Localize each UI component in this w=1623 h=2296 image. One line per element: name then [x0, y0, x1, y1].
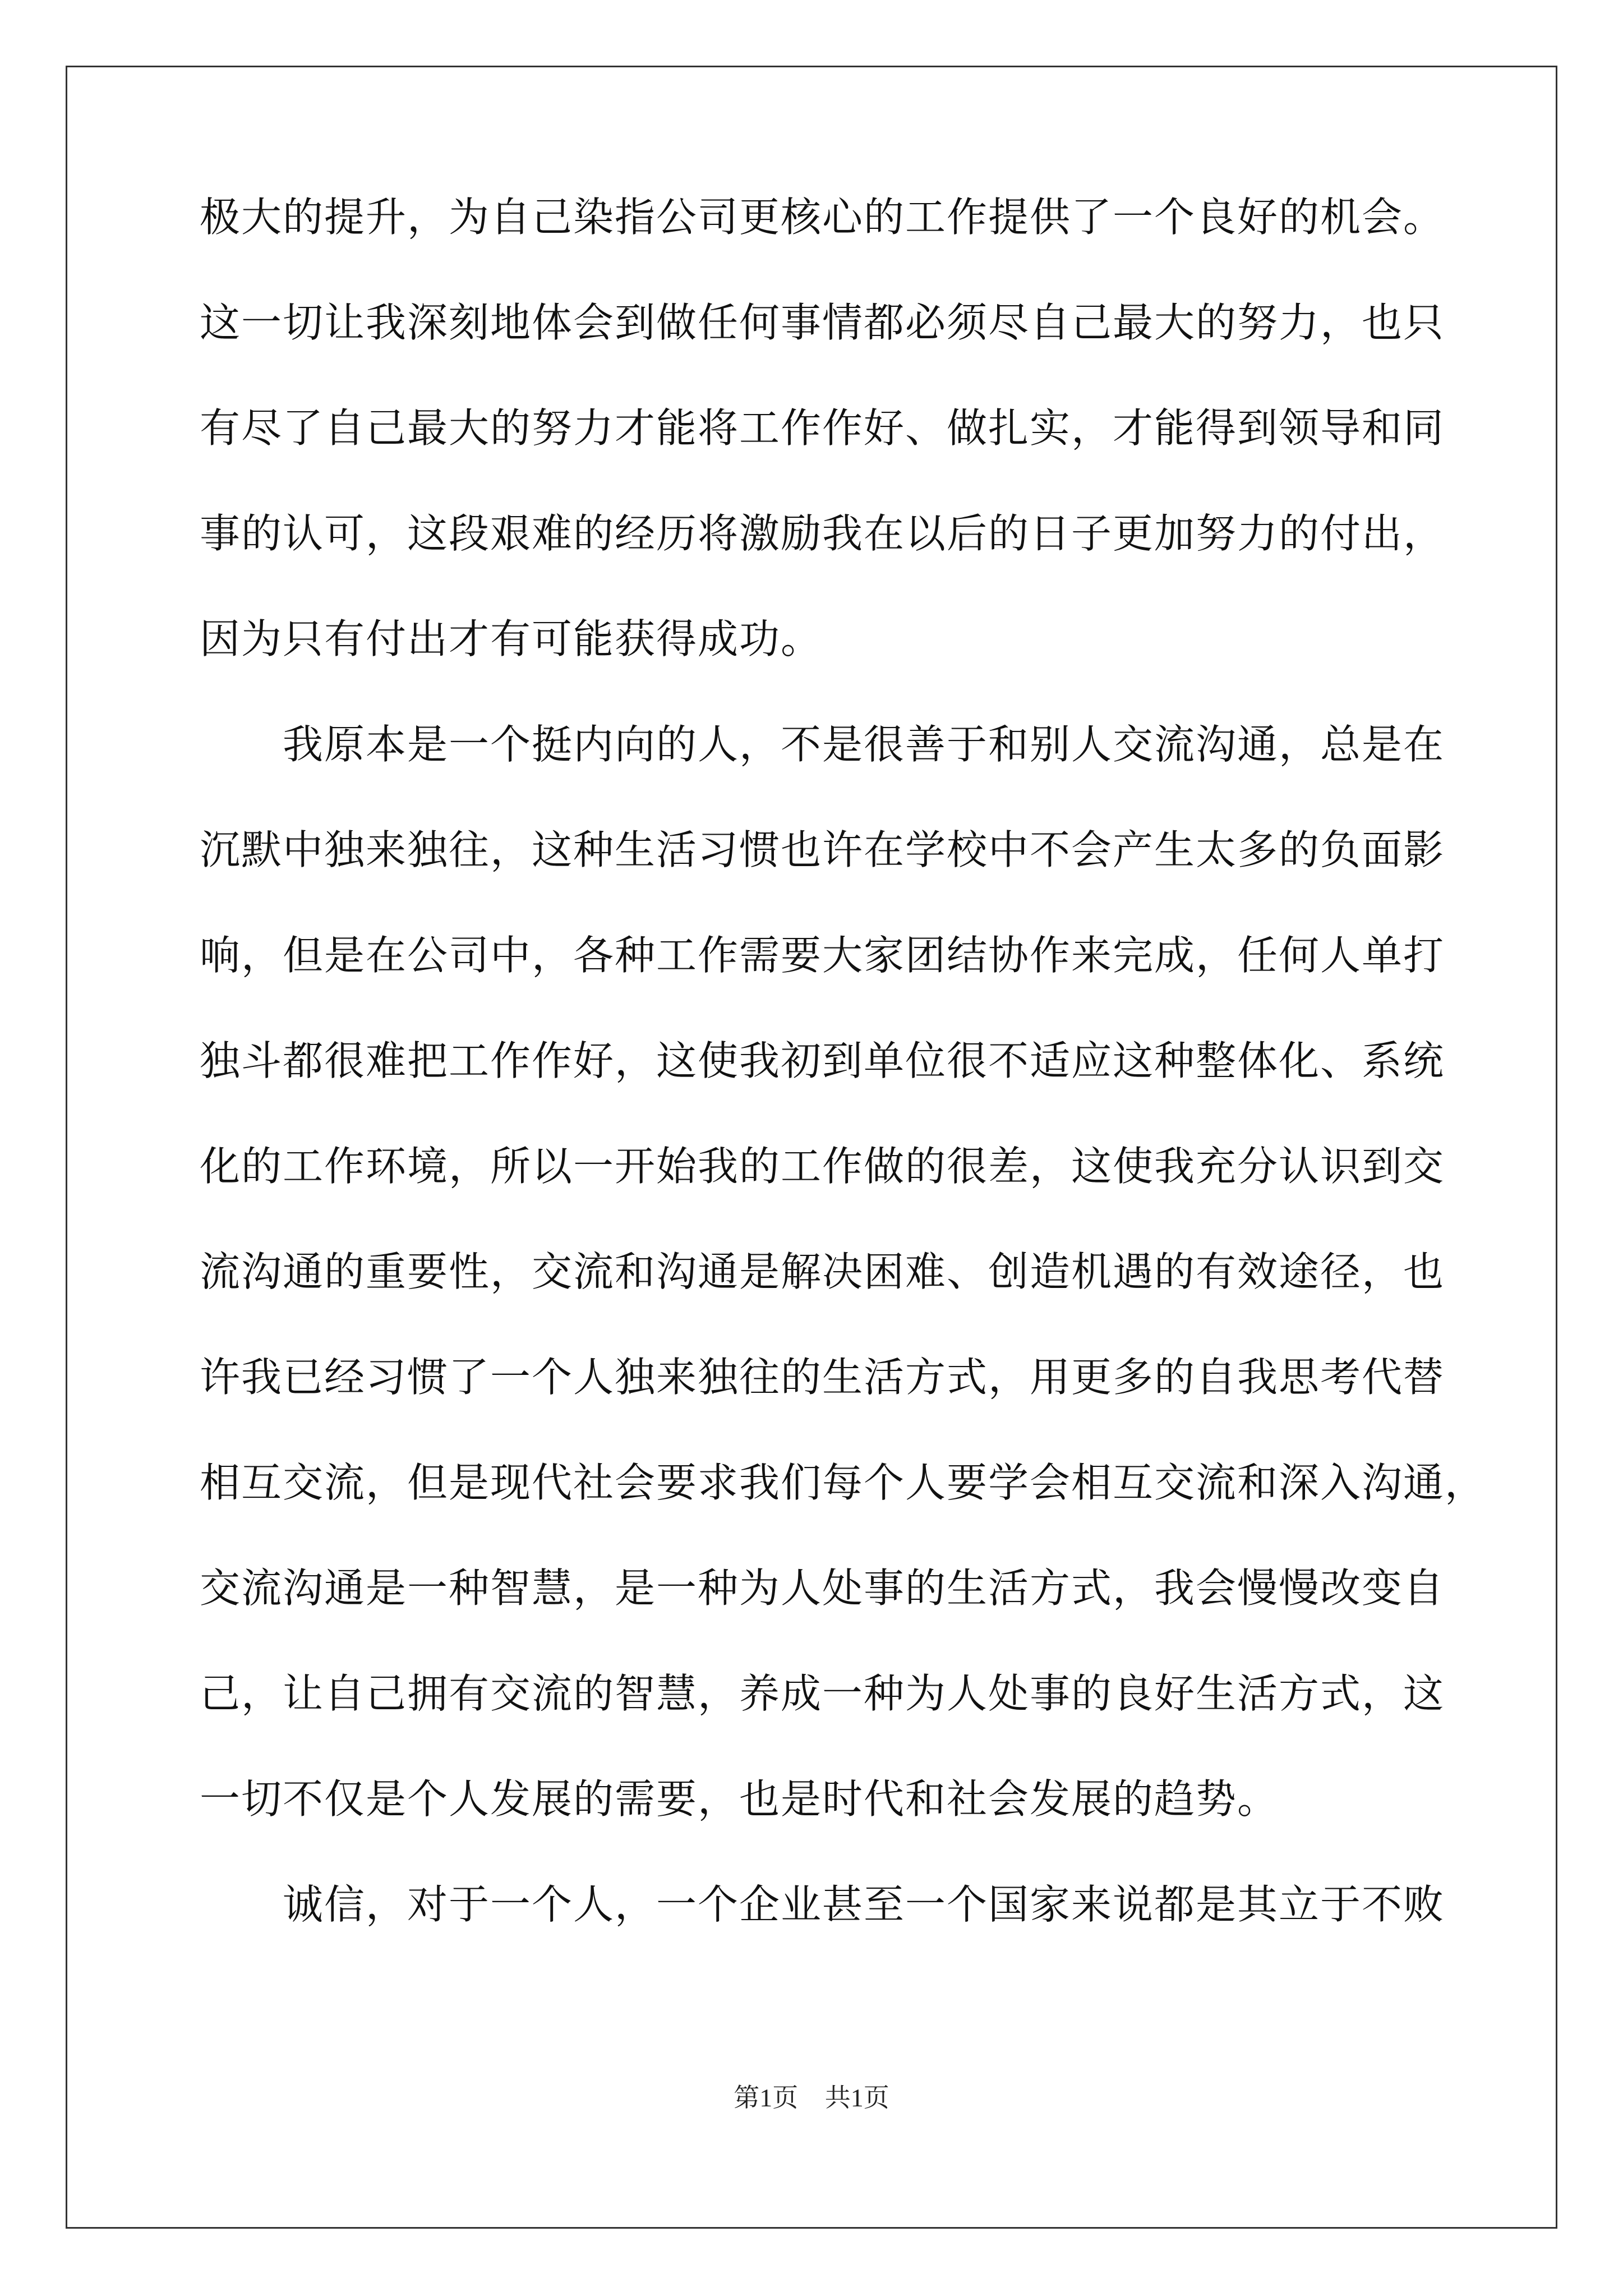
text-line: 化的工作环境，所以一开始我的工作做的很差，这使我充分认识到交 — [200, 1143, 1445, 1190]
text-line: 沉默中独来独往，这种生活习惯也许在学校中不会产生太多的负面影 — [200, 826, 1445, 873]
text-line: 相互交流，但是现代社会要求我们每个人要学会相互交流和深入沟通， — [200, 1459, 1487, 1506]
text-line: 诚信，对于一个人，一个企业甚至一个国家来说都是其立于不败 — [200, 1881, 1445, 1928]
text-line: 己，让自己拥有交流的智慧，养成一种为人处事的良好生活方式，这 — [200, 1670, 1445, 1717]
text-line: 交流沟通是一种智慧，是一种为人处事的生活方式，我会慢慢改变自 — [200, 1565, 1445, 1612]
text-line: 有尽了自己最大的努力才能将工作作好、做扎实，才能得到领导和同 — [200, 404, 1445, 452]
page-number: 第1页 — [734, 2083, 799, 2112]
text-line: 流沟通的重要性，交流和沟通是解决困难、创造机遇的有效途径，也 — [200, 1248, 1445, 1295]
text-line: 一切不仅是个人发展的需要，也是时代和社会发展的趋势。 — [200, 1775, 1279, 1823]
document-body — [200, 191, 1487, 1931]
text-line: 响，但是在公司中，各种工作需要大家团结协作来完成，任何人单打 — [200, 932, 1445, 979]
text-line: 因为只有付出才有可能获得成功。 — [200, 615, 823, 662]
text-line: 极大的提升，为自己染指公司更核心的工作提供了一个良好的机会。 — [200, 194, 1445, 241]
page-footer — [0, 2081, 1623, 2115]
text-line: 事的认可，这段艰难的经历将激励我在以后的日子更加努力的付出， — [200, 510, 1445, 557]
text-line: 这一切让我深刻地体会到做任何事情都必须尽自己最大的努力，也只 — [200, 299, 1445, 346]
text-line: 许我已经习惯了一个人独来独往的生活方式，用更多的自我思考代替 — [200, 1354, 1445, 1401]
page-total: 共1页 — [824, 2083, 889, 2112]
text-line: 我原本是一个挺内向的人，不是很善于和别人交流沟通，总是在 — [200, 721, 1445, 768]
text-line: 独斗都很难把工作作好，这使我初到单位很不适应这种整体化、系统 — [200, 1037, 1445, 1084]
